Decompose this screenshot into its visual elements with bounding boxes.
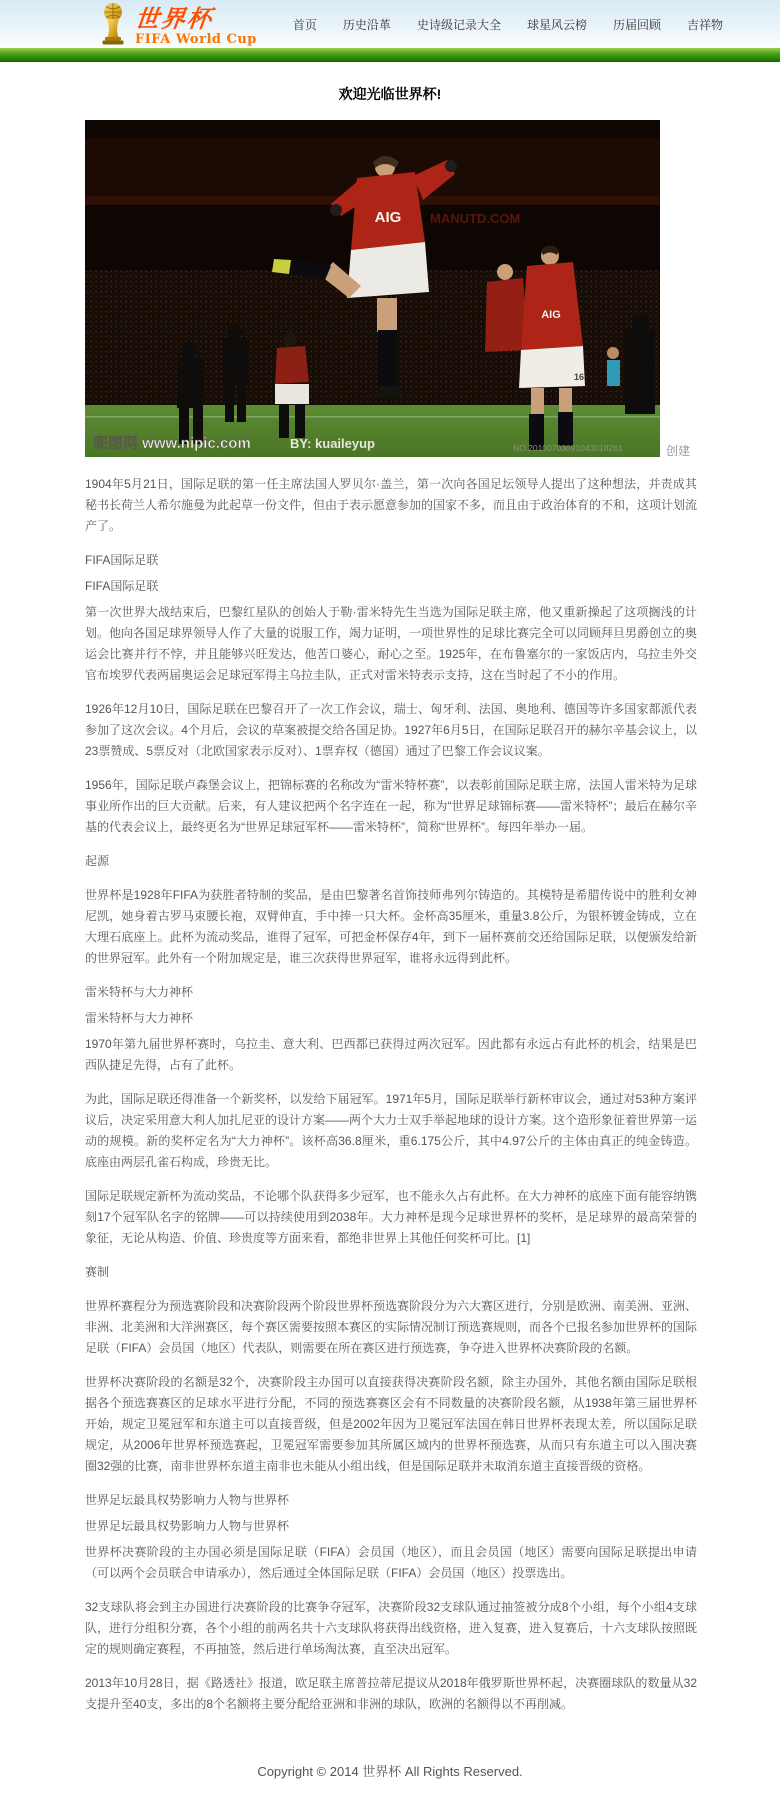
nav-item-home[interactable]: 首页 — [292, 17, 317, 32]
paragraph: 1904年5月21日，国际足联的第一任主席法国人罗贝尔·盖兰，第一次向各国足坛领导人提出了这种想法，并责成其秘书长荷兰人希尔施曼为此起草一份文件，但由于表示愿意参加的国家不多，而且由于政治体育的不和，这项计划流产了。 — [85, 477, 698, 533]
paragraph: 第一次世界大战结束后，巴黎红星队的创始人于勒·雷米特先生当选为国际足联主席，他又重新操起了这项搁浅的计划。他向各国足球界领导人作了大量的说服工作，竭力证明，一项世界性的足球比赛完全可以同顾拜旦男爵创立的奥运会比赛并行不悖，并且能够兴旺发达，他苦口婆心，耐心之至。1925年，在布鲁塞尔的一家饭店内，乌拉圭外交官布埃罗代表两届奥运会足球冠军得主乌拉圭队，正式对雷米特表示支持，这在当时起了不小的作用。 — [85, 605, 698, 682]
caption-line: 世界足坛最具权势影响力人物与世界杯 — [85, 1493, 290, 1507]
paragraph: 世界杯赛程分为预选赛阶段和决赛阶段两个阶段世界杯预选赛阶段分为六大赛区进行，分别是欧洲、南美洲、亚洲、非洲、北美洲和大洋洲赛区，每个赛区需要按照本赛区的实际情况制订预选赛规则，而各个已报名参加世界杯的国际足联（FIFA）会员国（地区）代表队，则需要在所在赛区进行预选赛，争夺进入世界杯决赛阶段的名额。 — [85, 1299, 698, 1355]
section-heading-origin: 起源 — [85, 854, 110, 868]
header-divider-bar — [0, 48, 780, 62]
referee-figure — [607, 347, 620, 386]
caption-line: FIFA国际足联 — [85, 579, 159, 593]
copyright-text: Copyright © 2014 世界杯 All Rights Reserved. — [257, 1764, 523, 1779]
hero-side-caption: 创建 — [665, 444, 690, 458]
watermark-site-text: 昵图网 www.nipic.com — [93, 435, 251, 452]
site-logo[interactable] — [98, 2, 257, 46]
paragraph: 2013年10月28日，据《路透社》报道，欧足联主席普拉蒂尼提议从2018年俄罗斯世界杯起，决赛圈球队的数量从32支提升至40支，多出的8个名额将主要分配给亚洲和非洲的球队，欧洲的名额得以不再削减。 — [85, 1676, 697, 1711]
shorts-number: 16 — [574, 372, 585, 382]
nav-item-past-editions[interactable]: 历届回顾 — [612, 17, 661, 32]
main-nav — [293, 16, 723, 33]
stadium-banner-text: MANUTD.COM — [430, 211, 521, 226]
paragraph: 国际足联规定新杯为流动奖品，不论哪个队获得多少冠军，也不能永久占有此杯。在大力神杯的底座下面有能容纳镌刻17个冠军队名字的铭牌——可以持续使用到2038年。大力神杯是现今足球世界杯的奖杯，是足球界的最高荣誉的象征，无论从构造、价值、珍贵度等方面来看，都绝非世界上其他任何奖杯可比。[1] — [85, 1189, 698, 1245]
nav-item-stars[interactable]: 球星风云榜 — [526, 17, 587, 32]
paragraph: 1956年，国际足联卢森堡会议上，把锦标赛的名称改为“雷米特杯赛”，以表彰前国际足联主席，法国人雷米特为足球事业所作出的巨大贡献。后来，有人建议把两个名字连在一起，称为“世界足球锦标赛——雷米特杯”；最后在赫尔辛基的代表会议上，最终更名为“世界足球冠军杯——雷米特杯”，简称“世界杯”。每四年举办一届。 — [85, 778, 697, 834]
logo-title: 世界杯 — [133, 4, 215, 33]
paragraph: 世界杯是1928年FIFA为获胜者特制的奖品，是由巴黎著名首饰技师弗列尔铸造的。其模特是希腊传说中的胜利女神尼凯，她身着古罗马束腰长袍，双臂伸直，手中捧一只大杯。金杯高35厘米，重量3.8公斤，为银杯镀金铸成，立在大理石底座上。此杯为流动奖品，谁得了冠军，可把金杯保存4年，到下一届杯赛前交还给国际足联，以便颁发给新的世界冠军。此外有一个附加规定是，谁三次获得世界冠军，谁将永远得到此杯。 — [85, 888, 697, 965]
site-header — [0, 0, 780, 48]
paragraph: 为此，国际足联还得准备一个新奖杯，以发给下届冠军。1971年5月，国际足联举行新杯审议会，通过对53种方案评议后，决定采用意大利人加扎尼亚的设计方案——两个大力士双手举起地球的设计方案。这个造形象征着世界第一运动的规模。新的奖杯定名为“大力神杯”。该杯高36.8厘米，重6.175公斤，其中4.97公斤的主体由真正的纯金铸造。底座由两层孔雀石构成，珍贵无比。 — [85, 1092, 698, 1169]
watermark-author-text: BY: kuaileyup — [290, 436, 376, 451]
page-title: 欢迎光临世界杯! — [338, 86, 442, 102]
section-heading-format: 赛制 — [85, 1265, 110, 1279]
logo-subtitle: FIFA World Cup — [135, 32, 257, 47]
stadium-photo — [85, 120, 660, 457]
hero-image — [85, 120, 690, 458]
paragraph: 世界杯决赛阶段的名额是32个，决赛阶段主办国可以直接获得决赛阶段名额，除主办国外，其他名额由国际足联根据各个预选赛赛区的足球水平进行分配，不同的预选赛赛区会有不同数量的决赛阶段名额，从1938年第三届世界杯开始，规定卫冕冠军和东道主可以直接晋级，但是2002年因为卫冕冠军法国在韩日世界杯表现太差，所以国际足联规定，从2006年世界杯预选赛起，卫冕冠军需要参加其所属区域内的世界杯预选赛，从而只有东道主可以入围决赛圈32强的比赛，南非世界杯东道主南非也未能从小组出线，但是国际足联并未取消东道主直接晋级的资格。 — [85, 1375, 697, 1473]
site-footer — [0, 1761, 780, 1802]
caption-line: 雷米特杯与大力神杯 — [85, 985, 194, 999]
nav-item-records[interactable]: 史诗级记录大全 — [416, 17, 501, 32]
world-cup-trophy-icon — [98, 2, 128, 46]
paragraph: 世界杯决赛阶段的主办国必须是国际足联（FIFA）会员国（地区），而且会员国（地区）需要向国际足联提出申请（可以两个会员联合申请承办），然后通过全体国际足联（FIFA）会员国（地区）投票选出。 — [85, 1545, 697, 1580]
article-body — [85, 474, 697, 1715]
jersey-sponsor-text-center: AIG — [374, 209, 402, 226]
caption-line: 世界足坛最具权势影响力人物与世界杯 — [85, 1519, 290, 1533]
paragraph: 1970年第九届世界杯赛时，乌拉圭、意大利、巴西都已获得过两次冠军。因此都有永远占有此杯的机会，结果是巴西队捷足先得，占有了此杯。 — [85, 1037, 697, 1072]
caption-line: 雷米特杯与大力神杯 — [85, 1011, 194, 1025]
main-content — [0, 84, 780, 1715]
paragraph: 1926年12月10日，国际足联在巴黎召开了一次工作会议，瑞士、匈牙利、法国、奥地利、德国等许多国家都派代表参加了这次会议。4个月后，会议的草案被提交给各国足协。1927年6月5日，在国际足联召开的赫尔辛基会议上，以23票赞成、5票反对（北欧国家表示反对）、1票弃权（德国）通过了巴黎工作会议议案。 — [85, 702, 697, 758]
paragraph: 32支球队将会到主办国进行决赛阶段的比赛争夺冠军，决赛阶段32支球队通过抽签被分成8个小组，每个小组4支球队，进行分组积分赛，各个小组的前两名共十六支球队将获得出线资格，进入复赛，进入复赛后，十六支球队按照既定的规则确定赛程，不再抽签，然后进行单场淘汰赛，直至决出冠军。 — [85, 1600, 698, 1656]
caption-line: FIFA国际足联 — [85, 553, 159, 567]
watermark-number-text: NO.20100703091043018261 — [513, 443, 623, 453]
nav-item-history[interactable]: 历史沿革 — [342, 17, 391, 32]
jersey-sponsor-text-right: AIG — [541, 309, 561, 321]
nav-item-mascot[interactable]: 吉祥物 — [686, 17, 723, 32]
